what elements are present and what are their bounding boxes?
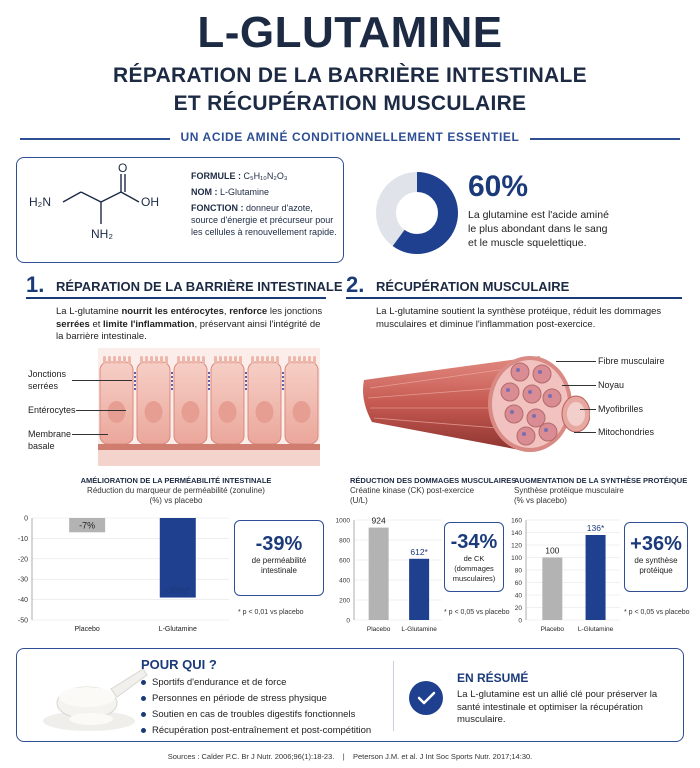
molecule-card	[16, 157, 344, 263]
bundle-nucleus	[522, 432, 526, 436]
chart1-title: AMÉLIORATION DE LA PERMÉABILITÉ INTESTINALE	[80, 476, 272, 485]
data-label: 100	[545, 545, 560, 556]
data-label: -7%	[79, 520, 96, 531]
y-tick-label: 400	[339, 577, 350, 585]
bar-l-glutamine	[586, 535, 606, 620]
muscle-bundle	[505, 405, 523, 423]
y-tick-label: -20	[17, 556, 28, 564]
chart3-subtitle: Synthèse protéique musculaire (% vs placebo)	[514, 486, 624, 505]
page-subtitle-line2: ET RÉCUPÉRATION MUSCULAIRE	[173, 92, 527, 115]
cell-nucleus	[182, 401, 200, 423]
y-tick-label: 100	[511, 555, 522, 562]
oh-label: OH	[141, 195, 159, 209]
nh2-label: NH₂	[91, 227, 113, 241]
chart2-note: * p < 0,05 vs placebo	[444, 609, 510, 616]
bar-placebo	[369, 528, 389, 620]
microvillus	[150, 356, 153, 364]
microvillus	[214, 356, 217, 364]
muscle-bundle	[533, 365, 551, 383]
microvillus	[187, 356, 190, 364]
function-value: donneur d'azote, source d'énergie et précurseur pour les cellules à renouvellement rapide.	[191, 203, 337, 237]
microvillus	[298, 356, 301, 364]
section2-text: La L-glutamine soutient la synthèse protéique, réduit les dommages musculaires et diminue l'inflammation post-exercice.	[376, 306, 662, 330]
chart3-note: * p < 0,05 vs placebo	[624, 609, 690, 616]
muscle-bundle	[511, 363, 529, 381]
page-subtitle-line1: RÉPARATION DE LA BARRIÈRE INTESTINALE	[113, 64, 587, 87]
section1-title: RÉPARATION DE LA BARRIÈRE INTESTINALE	[56, 279, 343, 294]
x-category-label: L-Glutamine	[577, 626, 614, 633]
y-tick-label: 600	[339, 557, 350, 565]
bundle-nucleus	[506, 388, 510, 392]
y-tick-label: 20	[514, 605, 522, 612]
muscle-bundle	[539, 423, 557, 441]
stat-desc-line2: le plus abondant dans le sang	[468, 223, 608, 235]
function-row	[191, 202, 339, 238]
y-tick-label: 40	[514, 592, 522, 600]
microvillus	[155, 356, 158, 364]
microvillus	[192, 356, 195, 364]
microvillus	[229, 356, 232, 364]
microvillus	[251, 356, 254, 364]
page-title: L-GLUTAMINE	[197, 8, 503, 57]
summary-text: La L-glutamine est un allié clé pour préserver la santé intestinale et optimiser la récupération musculaire.	[457, 689, 658, 725]
bundle-nucleus	[516, 368, 520, 372]
data-label: 612*	[410, 546, 428, 557]
section2-number: 2.	[346, 272, 365, 297]
y-tick-label: 0	[24, 515, 28, 523]
chart1-callout	[234, 520, 324, 596]
chart3-title: AUGMENTATION DE LA SYNTHÈSE PROTÉIQUE	[514, 476, 688, 485]
muscle-bundle	[501, 383, 519, 401]
section1-number: 1.	[26, 272, 45, 297]
label-mitochondries: Mitochondries	[598, 427, 655, 437]
x-category-label: Placebo	[74, 626, 100, 633]
chart2-callout-value: -34%	[450, 531, 498, 553]
function-label: FONCTION :	[191, 203, 244, 213]
chart3-plot	[506, 512, 622, 638]
microvillus	[303, 356, 306, 364]
label-enterocytes: Entérocytes	[28, 405, 76, 415]
y-tick-label: 800	[339, 537, 350, 545]
section2-rule	[346, 297, 682, 299]
stat-percent: 60%	[468, 170, 529, 203]
data-label: -39%*	[165, 585, 191, 596]
chart1-callout-value: -39%	[255, 533, 303, 555]
y-tick-label: -30	[17, 576, 28, 584]
bottom-card	[16, 648, 684, 742]
muscle-bundle	[527, 409, 545, 427]
label-fibre: Fibre musculaire	[598, 356, 665, 366]
microvillus	[219, 356, 222, 364]
who-list	[141, 675, 371, 739]
chart2-plot	[332, 512, 444, 638]
microvillus	[234, 356, 237, 364]
chart2-callout	[444, 522, 504, 592]
formula-label: FORMULE :	[191, 171, 241, 181]
microvillus	[118, 356, 121, 364]
label-jonctions: Jonctions serrées	[28, 369, 67, 391]
name-row	[191, 186, 339, 198]
pointer-enterocytes	[76, 410, 126, 411]
microvillus	[145, 356, 148, 364]
section1-rule	[26, 297, 326, 299]
microvillus	[288, 356, 291, 364]
name-label: NOM :	[191, 187, 218, 197]
list-item: Personnes en période de stress physique	[141, 691, 371, 707]
glutamine-structure-diagram	[21, 162, 191, 260]
y-tick-label: 140	[511, 530, 522, 537]
y-tick-label: 200	[339, 597, 350, 605]
chart1-plot	[8, 510, 233, 638]
microvillus	[202, 356, 205, 364]
name-value: L-Glutamine	[220, 187, 270, 197]
muscle-bundle	[517, 427, 535, 445]
x-category-label: Placebo	[366, 626, 391, 633]
h2n-label: H₂N	[29, 195, 51, 209]
formula-row	[191, 170, 339, 182]
list-item: Soutien en cas de troubles digestifs fonctionnels	[141, 707, 371, 723]
summary-title: EN RÉSUMÉ	[457, 671, 529, 685]
microvillus	[108, 356, 111, 364]
chart3-callout-desc: de synthèse protéique	[634, 556, 678, 575]
microvillus	[140, 356, 143, 364]
microvillus	[123, 356, 126, 364]
chart1-subtitle: Réduction du marqueur de perméabilité (zonuline) (%) vs placebo	[87, 486, 265, 505]
who-title: POUR QUI ?	[141, 657, 217, 672]
microvillus	[308, 356, 311, 364]
cell-nucleus	[293, 401, 311, 423]
microvillus	[224, 356, 227, 364]
pointer-noyau	[562, 385, 596, 386]
cell-nucleus	[145, 401, 163, 423]
formula-value: C₅H₁₀N₂O₃	[243, 171, 288, 181]
chart1-callout-desc: de perméabilité intestinale	[251, 556, 307, 575]
microvillus	[266, 356, 269, 364]
list-item: Sportifs d'endurance et de force	[141, 675, 371, 691]
chart2-title: RÉDUCTION DES DOMMAGES MUSCULAIRES	[350, 476, 517, 485]
section2-title: RÉCUPÉRATION MUSCULAIRE	[376, 279, 570, 294]
oxygen-label: O	[118, 162, 128, 175]
microvillus	[197, 356, 200, 364]
microvillus	[113, 356, 116, 364]
pointer-myofibrilles	[580, 409, 596, 410]
data-label: 924	[371, 515, 386, 526]
pointer-membrane	[72, 434, 108, 435]
bundle-nucleus	[548, 394, 552, 398]
microvillus	[271, 356, 274, 364]
muscle-bundle	[543, 389, 561, 407]
microvillus	[128, 356, 131, 364]
pointer-fibre	[556, 361, 596, 362]
cell-nucleus	[256, 401, 274, 423]
bar-l-glutamine	[409, 559, 429, 620]
bundle-nucleus	[544, 428, 548, 432]
stat-description	[468, 208, 609, 250]
sources-footer: Sources : Calder P.C. Br J Nutr. 2006;96(1):18-23. | Peterson J.M. et al. J Int Soc Sports Nutr. 2017;14:30.	[167, 752, 533, 761]
y-tick-label: 60	[514, 580, 522, 587]
y-tick-label: -10	[17, 535, 28, 543]
label-membrane: Membrane basale	[28, 429, 72, 451]
pointer-mitochondries	[574, 432, 596, 433]
microvillus	[313, 356, 316, 364]
bundle-nucleus	[528, 390, 532, 394]
x-category-label: L-Glutamine	[158, 626, 197, 633]
stat-desc-line3: et le muscle squelettique.	[468, 237, 587, 249]
microvillus	[256, 356, 259, 364]
microvillus	[293, 356, 296, 364]
cell-nucleus	[219, 401, 237, 423]
muscle-fiber-illustration	[350, 338, 590, 462]
x-category-label: L-Glutamine	[401, 626, 437, 633]
microvillus	[239, 356, 242, 364]
label-myofibrilles: Myofibrilles	[598, 404, 644, 414]
percent-donut	[372, 168, 462, 258]
pointer-jonctions	[72, 380, 132, 381]
microvillus	[103, 356, 106, 364]
microvillus	[261, 356, 264, 364]
x-category-label: Placebo	[540, 626, 565, 633]
y-tick-label: 1000	[335, 517, 350, 525]
y-tick-label: -40	[17, 597, 28, 605]
bundle-nucleus	[510, 410, 514, 414]
y-tick-label: 160	[511, 517, 522, 525]
bundle-nucleus	[538, 370, 542, 374]
data-label: 136*	[586, 523, 605, 533]
list-item: Récupération post-entraînement et post-compétition	[141, 723, 371, 739]
muscle-bundle	[523, 385, 541, 403]
microvillus	[182, 356, 185, 364]
label-noyau: Noyau	[598, 380, 625, 390]
intestinal-barrier-illustration	[98, 348, 320, 466]
bundle-nucleus	[532, 414, 536, 418]
y-tick-label: -50	[17, 617, 28, 625]
chart1-note: * p < 0,01 vs placebo	[238, 609, 304, 616]
y-tick-label: 80	[514, 567, 522, 575]
tagline: UN ACIDE AMINÉ CONDITIONNELLEMENT ESSENTIEL	[180, 130, 520, 144]
microvillus	[165, 356, 168, 364]
chart2-subtitle: Créatine kinase (CK) post-exercice (U/L)	[350, 486, 475, 505]
microvillus	[160, 356, 163, 364]
stat-desc-line1: La glutamine est l'acide aminé	[468, 209, 609, 221]
y-tick-label: 120	[511, 542, 522, 550]
chart2-callout-desc: de CK (dommages musculaires)	[452, 554, 496, 583]
y-tick-label: 0	[518, 617, 522, 625]
bottom-divider	[393, 661, 394, 731]
powder-scoop-illustration	[39, 659, 149, 735]
microvillus	[276, 356, 279, 364]
chart3-callout	[624, 522, 688, 592]
cell-nucleus	[108, 401, 126, 423]
section1-text: La L-glutamine nourrit les entérocytes, renforce les jonctions serrées et limite l'inflammation, préservant ainsi l'intégrité de la barrière intestinale.	[56, 306, 323, 342]
chart3-callout-value: +36%	[630, 533, 682, 555]
bar-placebo	[542, 558, 562, 621]
check-icon	[409, 681, 443, 715]
microvillus	[177, 356, 180, 364]
y-tick-label: 0	[346, 617, 350, 625]
tagline-row	[20, 130, 680, 148]
